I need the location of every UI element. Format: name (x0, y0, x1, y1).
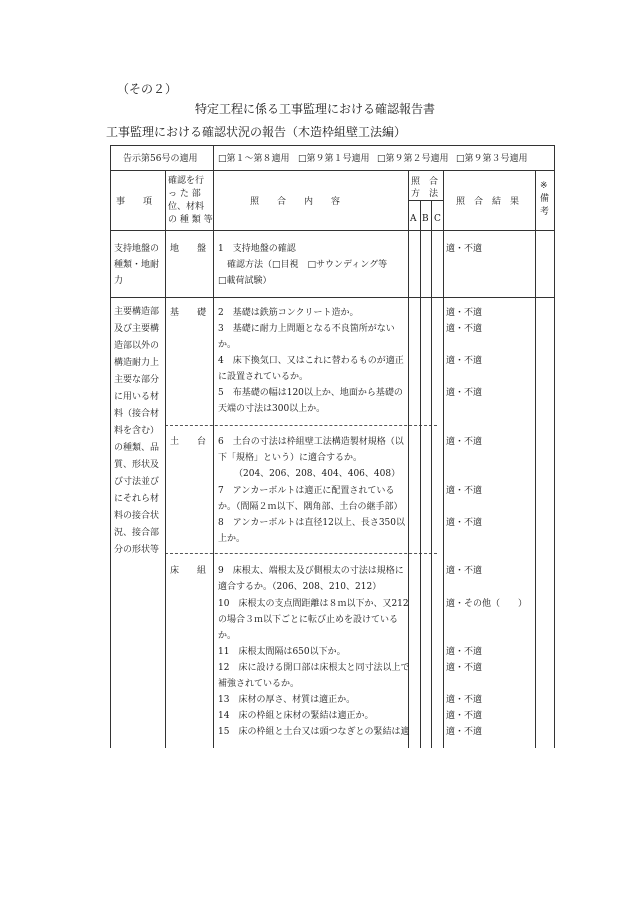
part-yukagumi: 床 組 (170, 566, 207, 576)
item-9: 9 床根太、端根太及び側根太の寸法は規格に 適合するか。（206、208、210、212） (218, 566, 404, 593)
result-7[interactable]: 適・不適 (446, 486, 483, 496)
report-subtitle: 工事監理における確認状況の報告（木造枠組壁工法編） (106, 125, 407, 139)
result-6[interactable]: 適・不適 (446, 437, 483, 447)
part-kiso: 基 礎 (170, 308, 207, 318)
result-9[interactable]: 適・不適 (446, 566, 483, 576)
result-3[interactable]: 適・不適 (446, 324, 483, 334)
item-10: 10 床根太の支点間距離は８ｍ以下か、又212 の場合３ｍ以下ごとに転び止めを設けている か。 (218, 599, 409, 642)
col-header-b: B (422, 214, 429, 224)
part-jiban: 地 盤 (170, 244, 207, 254)
notice-option[interactable]: □第９第１号適用 (298, 154, 370, 164)
result-15[interactable]: 適・不適 (446, 727, 483, 737)
item-11: 11 床根太間隔は650以下か。 (218, 647, 346, 657)
notice-label: 告示第56号の適用 (123, 154, 198, 164)
item-12: 12 床に設ける開口部は床根太と同寸法以上で 補強されているか。 (218, 663, 410, 690)
section-jikou-structure: 主要構造部 及び主要構 造部以外の 構造耐力上 主要な部分 に用いる材 料（接合材 料を含む） の種類、品 質、形状及 び寸法並び にそれら材 料の接合状 況、接合部 分の形状等 (114, 307, 160, 555)
notice-option[interactable]: □第９第２号適用 (377, 154, 449, 164)
item-2: 2 基礎は鉄筋コンクリート造か。 (218, 308, 359, 318)
item-13: 13 床材の厚さ、材質は適正か。 (218, 695, 356, 705)
result-10[interactable]: 適・その他（ ） (446, 599, 528, 609)
item-8: 8 アンカーボルトは直径12以上、長さ350以 上か。 (218, 518, 405, 545)
item-5: 5 布基礎の幅は120以上か、地面から基礎の 天端の寸法は300以上か。 (218, 388, 403, 415)
result-11[interactable]: 適・不適 (446, 647, 483, 657)
result-14[interactable]: 適・不適 (446, 711, 483, 721)
result-4[interactable]: 適・不適 (446, 356, 483, 366)
result-12[interactable]: 適・不適 (446, 663, 483, 673)
report-title: 特定工程に係る工事監理における確認報告書 (194, 102, 435, 116)
item-6: 6 土台の寸法は枠組壁工法構造製材規格（以 下「規格」という）に適合するか。 （204、206、208、404、406、408） (218, 437, 404, 480)
section-jikou-ground: 支持地盤の 種類・地耐 力 (114, 244, 160, 287)
col-header-jikou: 事 項 (116, 197, 153, 207)
result-2[interactable]: 適・不適 (446, 308, 483, 318)
result-1[interactable]: 適・不適 (446, 244, 483, 254)
col-header-kakunin: 確認を行 っ た 部 位、材料 の 種 類 等 (168, 176, 213, 225)
item-14: 14 床の枠組と床材の緊結は適正か。 (218, 711, 374, 721)
sheet-number: （その２） (117, 82, 178, 96)
part-dodai: 土 台 (170, 437, 207, 447)
notice-option[interactable]: □第１～第８適用 (218, 154, 290, 164)
result-13[interactable]: 適・不適 (446, 695, 483, 705)
result-5[interactable]: 適・不適 (446, 388, 483, 398)
col-header-a: A (410, 214, 417, 224)
item-7: 7 アンカーボルトは適正に配置されている か。（間隔２ｍ以下、隅角部、土台の継手部） (218, 486, 403, 513)
col-header-c: C (434, 214, 441, 224)
item-3: 3 基礎に耐力上問題となる不良箇所がない か。 (218, 324, 395, 351)
item-15: 15 床の枠組と土台又は頭つなぎとの緊結は適 (218, 727, 410, 737)
notice-option[interactable]: □第９第３号適用 (456, 154, 528, 164)
col-header-shogou-naiyou: 照 合 内 容 (250, 197, 341, 207)
item-1: 1 支持地盤の確認 確認方法（□目視 □サウンディング等 □載荷試験） (218, 244, 388, 287)
item-4: 4 床下換気口、又はこれに替わるものが適正 に設置されているか。 (218, 356, 404, 383)
col-header-shogou-houhou: 照 合 方 法 (411, 177, 439, 199)
col-header-biko: ※ 備 考 (540, 181, 550, 217)
col-header-shogou-kekka: 照 合 結 果 (456, 197, 520, 207)
result-8[interactable]: 適・不適 (446, 518, 483, 528)
